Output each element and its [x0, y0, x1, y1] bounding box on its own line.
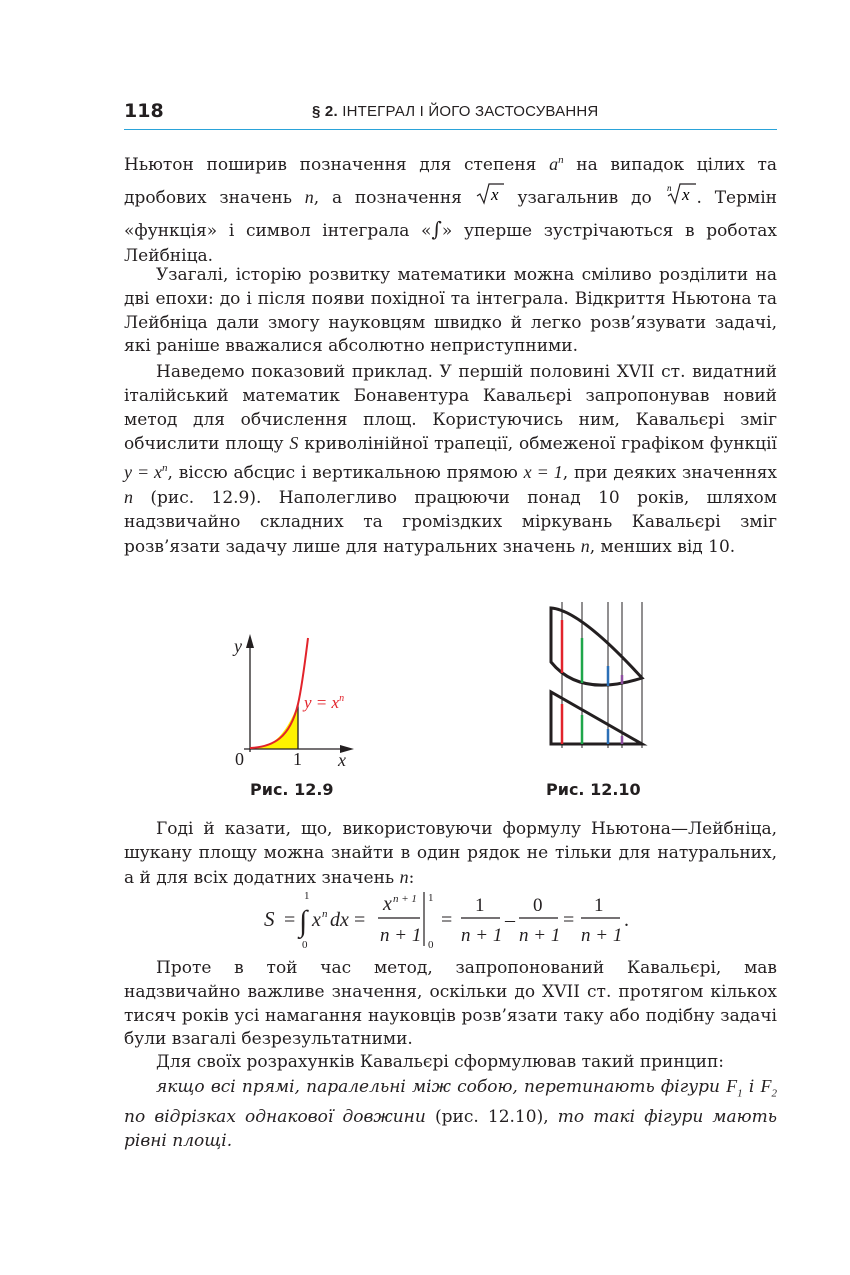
- svg-text:n + 1: n + 1: [519, 925, 561, 946]
- x-axis-label: x: [338, 750, 346, 770]
- svg-text:1: 1: [475, 895, 485, 916]
- figure-12-10-caption: Рис. 12.10: [546, 780, 641, 799]
- svg-text:.: .: [624, 909, 629, 931]
- figure-12-10: [540, 600, 652, 750]
- p1-text: дробових значень: [124, 187, 292, 208]
- nth-root-x-symbol: [665, 182, 697, 214]
- math-y-eq: $y = x^n$: [124, 462, 168, 483]
- svg-text:0: 0: [428, 939, 434, 951]
- svg-text:=: =: [441, 909, 453, 931]
- p3-text: Наведемо показовий приклад. У першій половині XVII ст. видатний італійський математик Бонавентура Кавальєрі запропонував новий метод для обчислення площ. Користуючись ним, Кавальєрі зміг обчислити площу: [124, 362, 777, 455]
- paragraph-3: [124, 361, 777, 559]
- p3-text: криволінійної трапеції, обмеженої графіком функції: [304, 434, 777, 455]
- svg-text:n + 1: n + 1: [393, 893, 417, 905]
- svg-text:n: n: [666, 182, 672, 193]
- y-axis-arrow: [246, 634, 254, 648]
- svg-text:x: x: [490, 184, 499, 204]
- p1-text: «функція» і символ інтеграла «: [124, 220, 432, 241]
- math-F1: $F_1$: [726, 1075, 743, 1100]
- p2-text: Узагалі, історію розвитку математики можна сміливо розділити на дві епохи: до і після появи похідної та інтеграла. Відкриття Ньютона та Лейбніца дали змогу науковцям швидко й легко розв’язувати задачі, які раніше вважалися абсолютно неприступними.: [124, 265, 777, 357]
- math-F2: $F_2$: [760, 1075, 777, 1100]
- paragraph-5: [124, 957, 777, 1052]
- p6-italic: по відрізках однакової довжини: [124, 1107, 426, 1128]
- tick-label-1: 1: [293, 749, 302, 769]
- svg-text:n + 1: n + 1: [581, 925, 623, 946]
- svg-text:dx: dx: [330, 909, 349, 931]
- p3-text: (рис. 12.9). Наполегливо працюючи понад 10 років, шляхом надзвичайно складних та громіздких міркувань Кавальєрі зміг розв’язати задачу лише для натуральних значень: [124, 487, 777, 557]
- p6-italic: якщо всі прямі, паралельні між собою, перетинають фігури: [156, 1076, 720, 1097]
- p1-text: на випадок цілих та: [576, 155, 778, 175]
- svg-text:S: S: [264, 907, 275, 931]
- y-axis-label: y: [234, 636, 242, 656]
- paragraph-4: [124, 818, 777, 890]
- p6-italic: і: [748, 1076, 755, 1097]
- p6-italic: то такі фігури мають рівні площі.: [124, 1107, 778, 1151]
- p1-text: » уперше зустрічаються в роботах: [441, 220, 778, 241]
- paragraph-2: [124, 264, 777, 359]
- svg-text:1: 1: [428, 892, 434, 904]
- math-n: n: [580, 535, 590, 556]
- math-n: n: [399, 866, 409, 887]
- math-n: n: [124, 486, 133, 507]
- math-S: S: [289, 433, 299, 454]
- p3-text: , віссю абсцис і вертикальною прямою: [167, 463, 518, 484]
- figure-F2: [551, 692, 642, 744]
- math-n: n: [304, 186, 314, 207]
- p6-text: Для своїх розрахунків Кавальєрі сформулював такий принцип:: [156, 1052, 725, 1072]
- svg-text:1: 1: [594, 895, 604, 916]
- svg-text:n + 1: n + 1: [380, 925, 422, 946]
- svg-text:=: =: [354, 909, 366, 931]
- figure-12-9: [228, 632, 368, 774]
- p5-text: Проте в той час метод, запропонований Кавальєрі, мав надзвичайно важливе значення, оскільки до XVII ст. протягом кількох тисяч років усі намагання науковців розв’язати таку або подібну задачі були взагалі безрезультатними.: [124, 958, 777, 1050]
- p3-text: , при деяких значеннях: [562, 463, 778, 484]
- section-title: ІНТЕГРАЛ І ЙОГО ЗАСТОСУВАННЯ: [342, 103, 599, 120]
- svg-text:=: =: [563, 909, 575, 931]
- svg-text:=: =: [284, 909, 296, 931]
- svg-text:∫: ∫: [299, 905, 308, 938]
- svg-text:–: –: [505, 909, 515, 931]
- p1-text: Ньютон поширив позначення для степеня: [124, 155, 537, 175]
- svg-text:x: x: [681, 184, 690, 204]
- svg-text:1: 1: [304, 890, 310, 902]
- p1-text: узагальнив до: [517, 187, 652, 208]
- svg-text:n + 1: n + 1: [461, 925, 503, 946]
- integral-symbol: ∫: [431, 216, 442, 241]
- newton-leibniz-formula: [262, 888, 652, 952]
- header-rule: [124, 129, 777, 130]
- curve-y-xn: [250, 638, 308, 748]
- p4-text: :: [408, 867, 415, 888]
- p4-text: Годі й казати, що, використовуючи формулу Ньютона—Лейбніца, шукану площу можна знайти в один рядок не тільки для натуральних, а й для всіх додатних значень: [124, 819, 777, 888]
- paragraph-6: [124, 1051, 777, 1154]
- p1-text: , а позначення: [313, 187, 462, 208]
- figure-12-9-caption: Рис. 12.9: [250, 780, 334, 799]
- svg-text:0: 0: [533, 895, 543, 916]
- p1-text: . Термін: [696, 187, 777, 208]
- math-x-eq: x = 1: [523, 462, 563, 483]
- section-mark: § 2.: [312, 103, 338, 120]
- svg-text:x: x: [312, 909, 321, 931]
- p1-text: Лейбніца.: [124, 246, 214, 267]
- p6-text: (рис. 12.10),: [434, 1107, 549, 1128]
- svg-text:x: x: [383, 893, 392, 915]
- running-head: [312, 103, 598, 120]
- origin-label: 0: [235, 749, 244, 769]
- svg-text:0: 0: [302, 939, 308, 951]
- p3-text: , менших від 10.: [589, 536, 736, 557]
- paragraph-1: [124, 149, 777, 269]
- svg-text:n: n: [322, 908, 328, 920]
- math-a: $a^n$: [549, 154, 564, 174]
- figure-F1: [551, 608, 642, 685]
- curve-label: $y = x^n$: [304, 693, 345, 712]
- sqrt-x-symbol: [475, 182, 505, 214]
- page-number: 118: [124, 100, 164, 122]
